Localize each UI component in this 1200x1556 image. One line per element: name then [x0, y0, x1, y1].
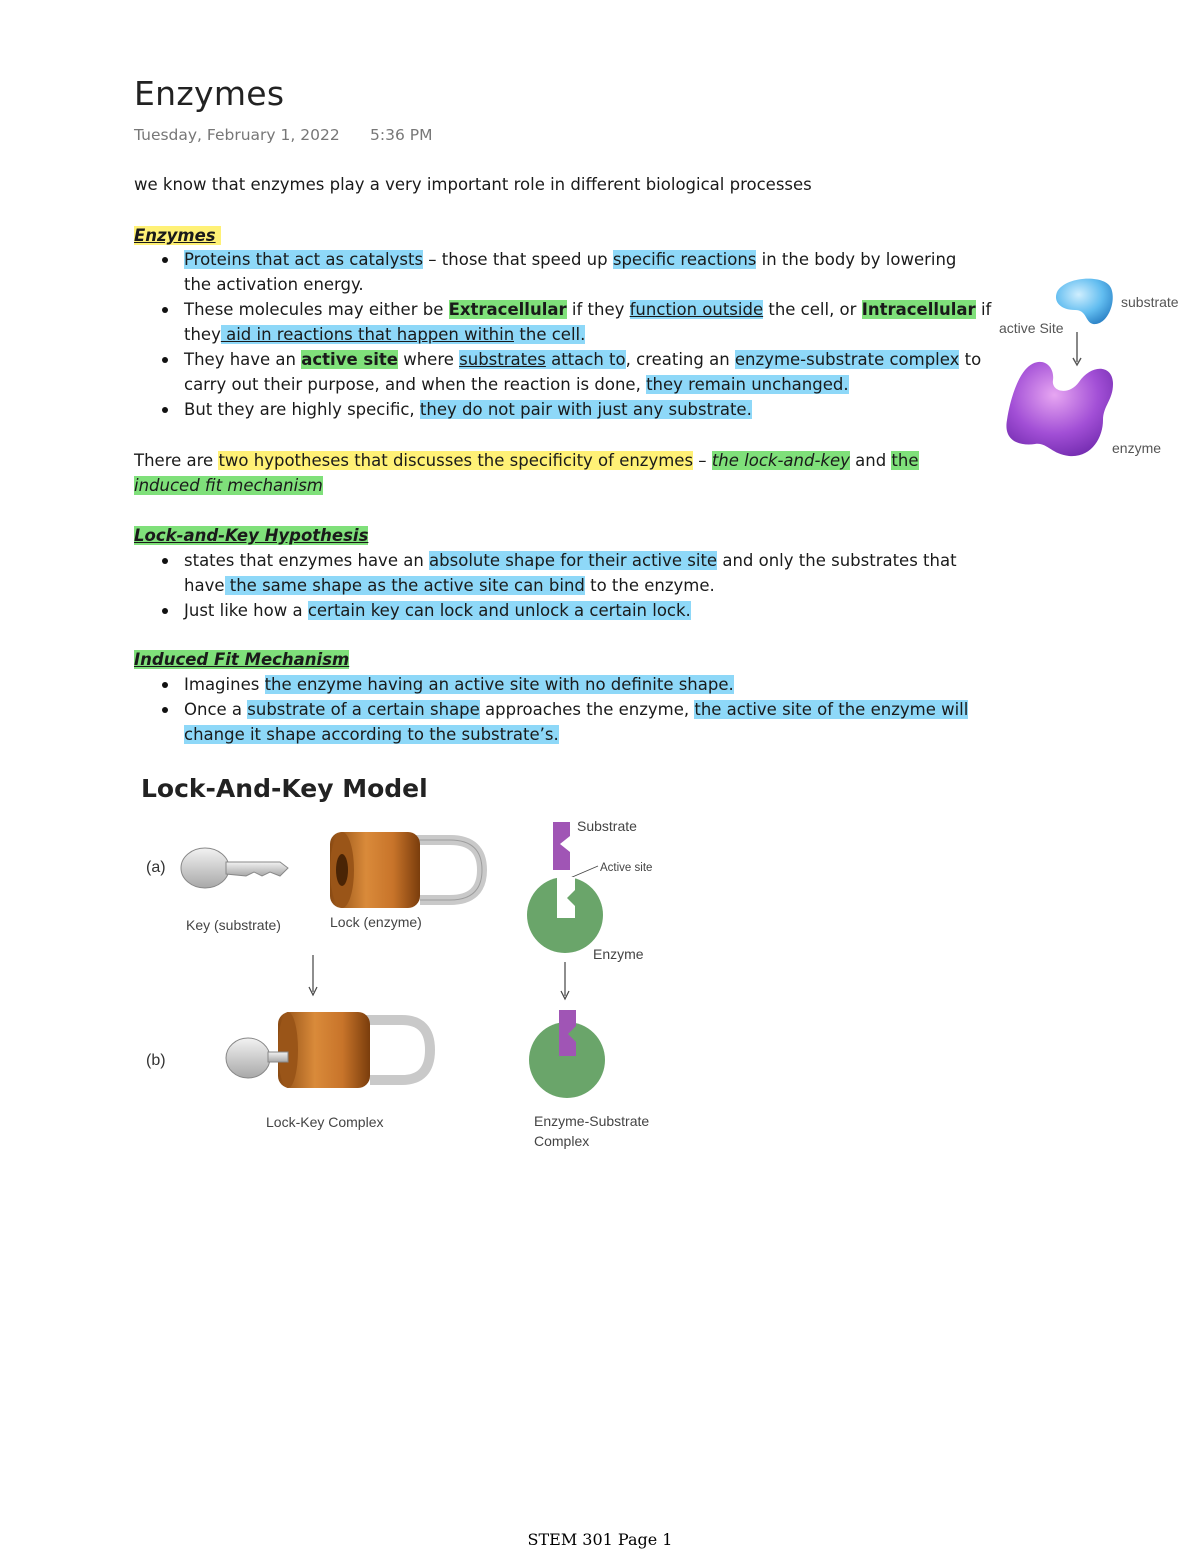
- list-item: Once a substrate of a certain shape approaches the enzyme, the active site of the enzyme will change it shape according to the substrate’s.: [134, 697, 968, 747]
- enzyme-shape: [527, 877, 603, 953]
- induced-fit-list: [134, 672, 968, 747]
- section-induced-fit: [134, 647, 349, 672]
- page-date: Tuesday, February 1, 2022: [134, 126, 340, 144]
- substrate-shape: [553, 822, 570, 870]
- list-item: states that enzymes have an absolute shape for their active site and only the substrates that have the same shape as the active site can bind to the enzyme.: [134, 548, 957, 598]
- es-complex-label-1: Enzyme-Substrate: [534, 1113, 650, 1129]
- key-icon: [181, 848, 288, 888]
- lock-icon: [330, 832, 482, 908]
- fig-active-site-label: active Site: [999, 320, 1064, 336]
- enzyme-label: Enzyme: [593, 946, 644, 962]
- lock-label: Lock (enzyme): [330, 914, 422, 930]
- lock-key-heading: Lock-and-Key Hypothesis: [134, 526, 369, 545]
- lock-key-list: [134, 548, 957, 623]
- section-lock-key: [134, 523, 368, 548]
- fig-substrate-label: substrate: [1121, 294, 1179, 310]
- page-title: Enzymes: [134, 74, 285, 113]
- label-b: (b): [146, 1052, 166, 1069]
- list-item: Just like how a certain key can lock and unlock a certain lock.: [134, 598, 957, 623]
- fig-enzyme-label: enzyme: [1112, 440, 1162, 456]
- enzyme-shape: [1006, 362, 1113, 456]
- page-time: 5:36 PM: [370, 126, 433, 144]
- enzymes-heading: Enzymes: [134, 226, 216, 245]
- list-item: But they are highly specific, they do not pair with just any substrate.: [134, 397, 991, 422]
- section-enzymes: [134, 223, 221, 248]
- active-site-pointer: [570, 866, 598, 878]
- lock-key-complex-icon: [226, 1012, 430, 1088]
- complex-label: Lock-Key Complex: [266, 1114, 384, 1130]
- key-label: Key (substrate): [186, 917, 281, 933]
- diagram-title: Lock-And-Key Model: [141, 774, 428, 803]
- lock-key-diagram: [130, 810, 690, 1160]
- label-a: (a): [146, 859, 166, 876]
- list-item: These molecules may either be Extracellular if they function outside the cell, or Intracellular if they aid in reactions that happen within the cell.: [134, 297, 991, 347]
- list-item: Proteins that act as catalysts – those that speed up specific reactions in the body by lowering the activation energy.: [134, 247, 991, 297]
- page-footer: STEM 301 Page 1: [527, 1530, 673, 1549]
- list-item: Imagines the enzyme having an active site with no definite shape.: [134, 672, 968, 697]
- enzyme-substrate-figure: [995, 272, 1190, 467]
- es-complex-label-2: Complex: [534, 1133, 590, 1149]
- intro-text: we know that enzymes play a very important role in different biological processes: [134, 175, 812, 194]
- substrate-label: Substrate: [577, 818, 637, 834]
- induced-fit-heading: Induced Fit Mechanism: [134, 650, 350, 669]
- enzyme-substrate-complex-icon: [529, 1010, 605, 1098]
- substrate-shape: [1056, 279, 1113, 324]
- hypotheses-text: There are two hypotheses that discusses the specificity of enzymes – the lock-and-key and the induced fit mechanism: [134, 451, 919, 495]
- active-site-label: Active site: [600, 862, 653, 874]
- enzymes-list: [134, 247, 991, 422]
- list-item: They have an active site where substrates attach to, creating an enzyme-substrate complex to carry out their purpose, and when the reaction is done, they remain unchanged.: [134, 347, 991, 397]
